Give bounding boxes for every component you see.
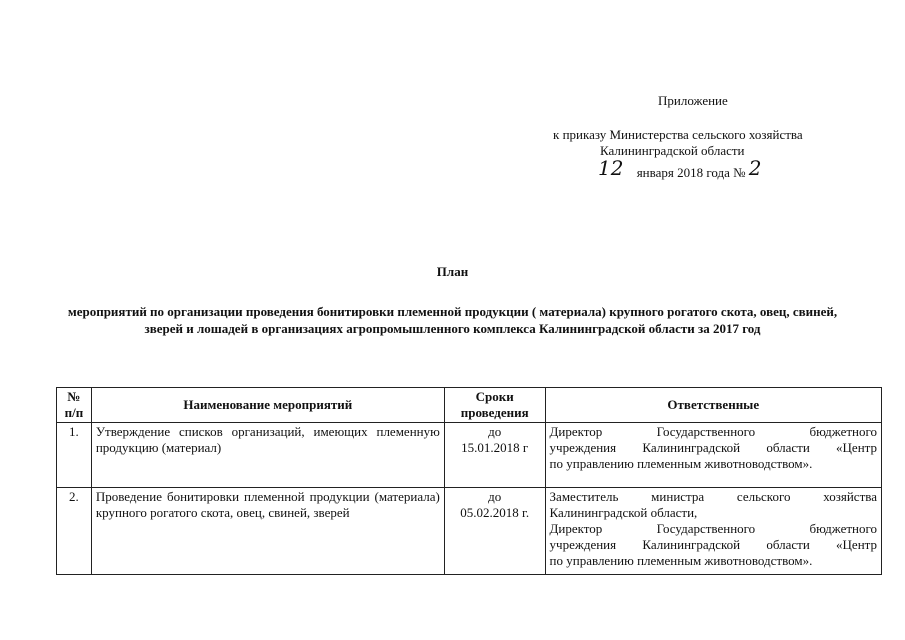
region-name: Калининградской области [600, 143, 745, 158]
header-term: Сроки проведения [444, 388, 545, 423]
row-term [444, 488, 545, 575]
responsible-line: Директор Государственного бюджетного [549, 424, 877, 439]
order-date-text: января 2018 года № [636, 165, 746, 180]
term-prefix: до [488, 424, 502, 439]
row-name: Утверждение списков организаций, имеющих племенную продукцию (материал) [91, 423, 444, 488]
appendix-label: Приложение [658, 93, 728, 108]
responsible-line: по управлению племенным животноводством». [549, 456, 813, 471]
responsible-line: учреждения Калининградской области «Центр [549, 440, 877, 455]
handwritten-day: 12 [598, 156, 624, 180]
row-responsible [545, 423, 881, 488]
row-term [444, 423, 545, 488]
responsible-line: Заместитель министра сельского хозяйства [549, 489, 877, 504]
order-date-line [598, 158, 762, 182]
responsible-line: Калининградской области, [549, 505, 698, 520]
responsible-line: Директор Государственного бюджетного [549, 521, 877, 536]
table-row [57, 423, 882, 488]
table-row [57, 488, 882, 575]
term-date: 05.02.2018 г. [460, 505, 530, 520]
term-date: 15.01.2018 г [461, 440, 529, 455]
term-prefix: до [488, 489, 502, 504]
header-num: № п/п [57, 388, 92, 423]
document-title: План [436, 264, 469, 279]
document-subtitle: мероприятий по организации проведения бонитировки племенной продукции ( материала) крупного рогатого скота, овец, свиней, зверей и лошадей в организациях агропромышленного комплекса Калининградской области за 2017 год [67, 304, 838, 336]
table-header-row [57, 388, 882, 423]
plan-table [56, 387, 882, 575]
order-reference: к приказу Министерства сельского хозяйства [553, 127, 803, 142]
header-responsible: Ответственные [545, 388, 881, 423]
row-name: Проведение бонитировки племенной продукции (материала) крупного рогатого скота, овец, свиней, зверей [91, 488, 444, 575]
responsible-line: по управлению племенным животноводством». [549, 553, 813, 568]
row-num: 1. [57, 423, 92, 488]
row-num: 2. [57, 488, 92, 575]
header-name: Наименование мероприятий [91, 388, 444, 423]
responsible-line: учреждения Калининградской области «Центр [549, 537, 877, 552]
row-responsible [545, 488, 881, 575]
handwritten-order-number: 2 [748, 156, 762, 180]
